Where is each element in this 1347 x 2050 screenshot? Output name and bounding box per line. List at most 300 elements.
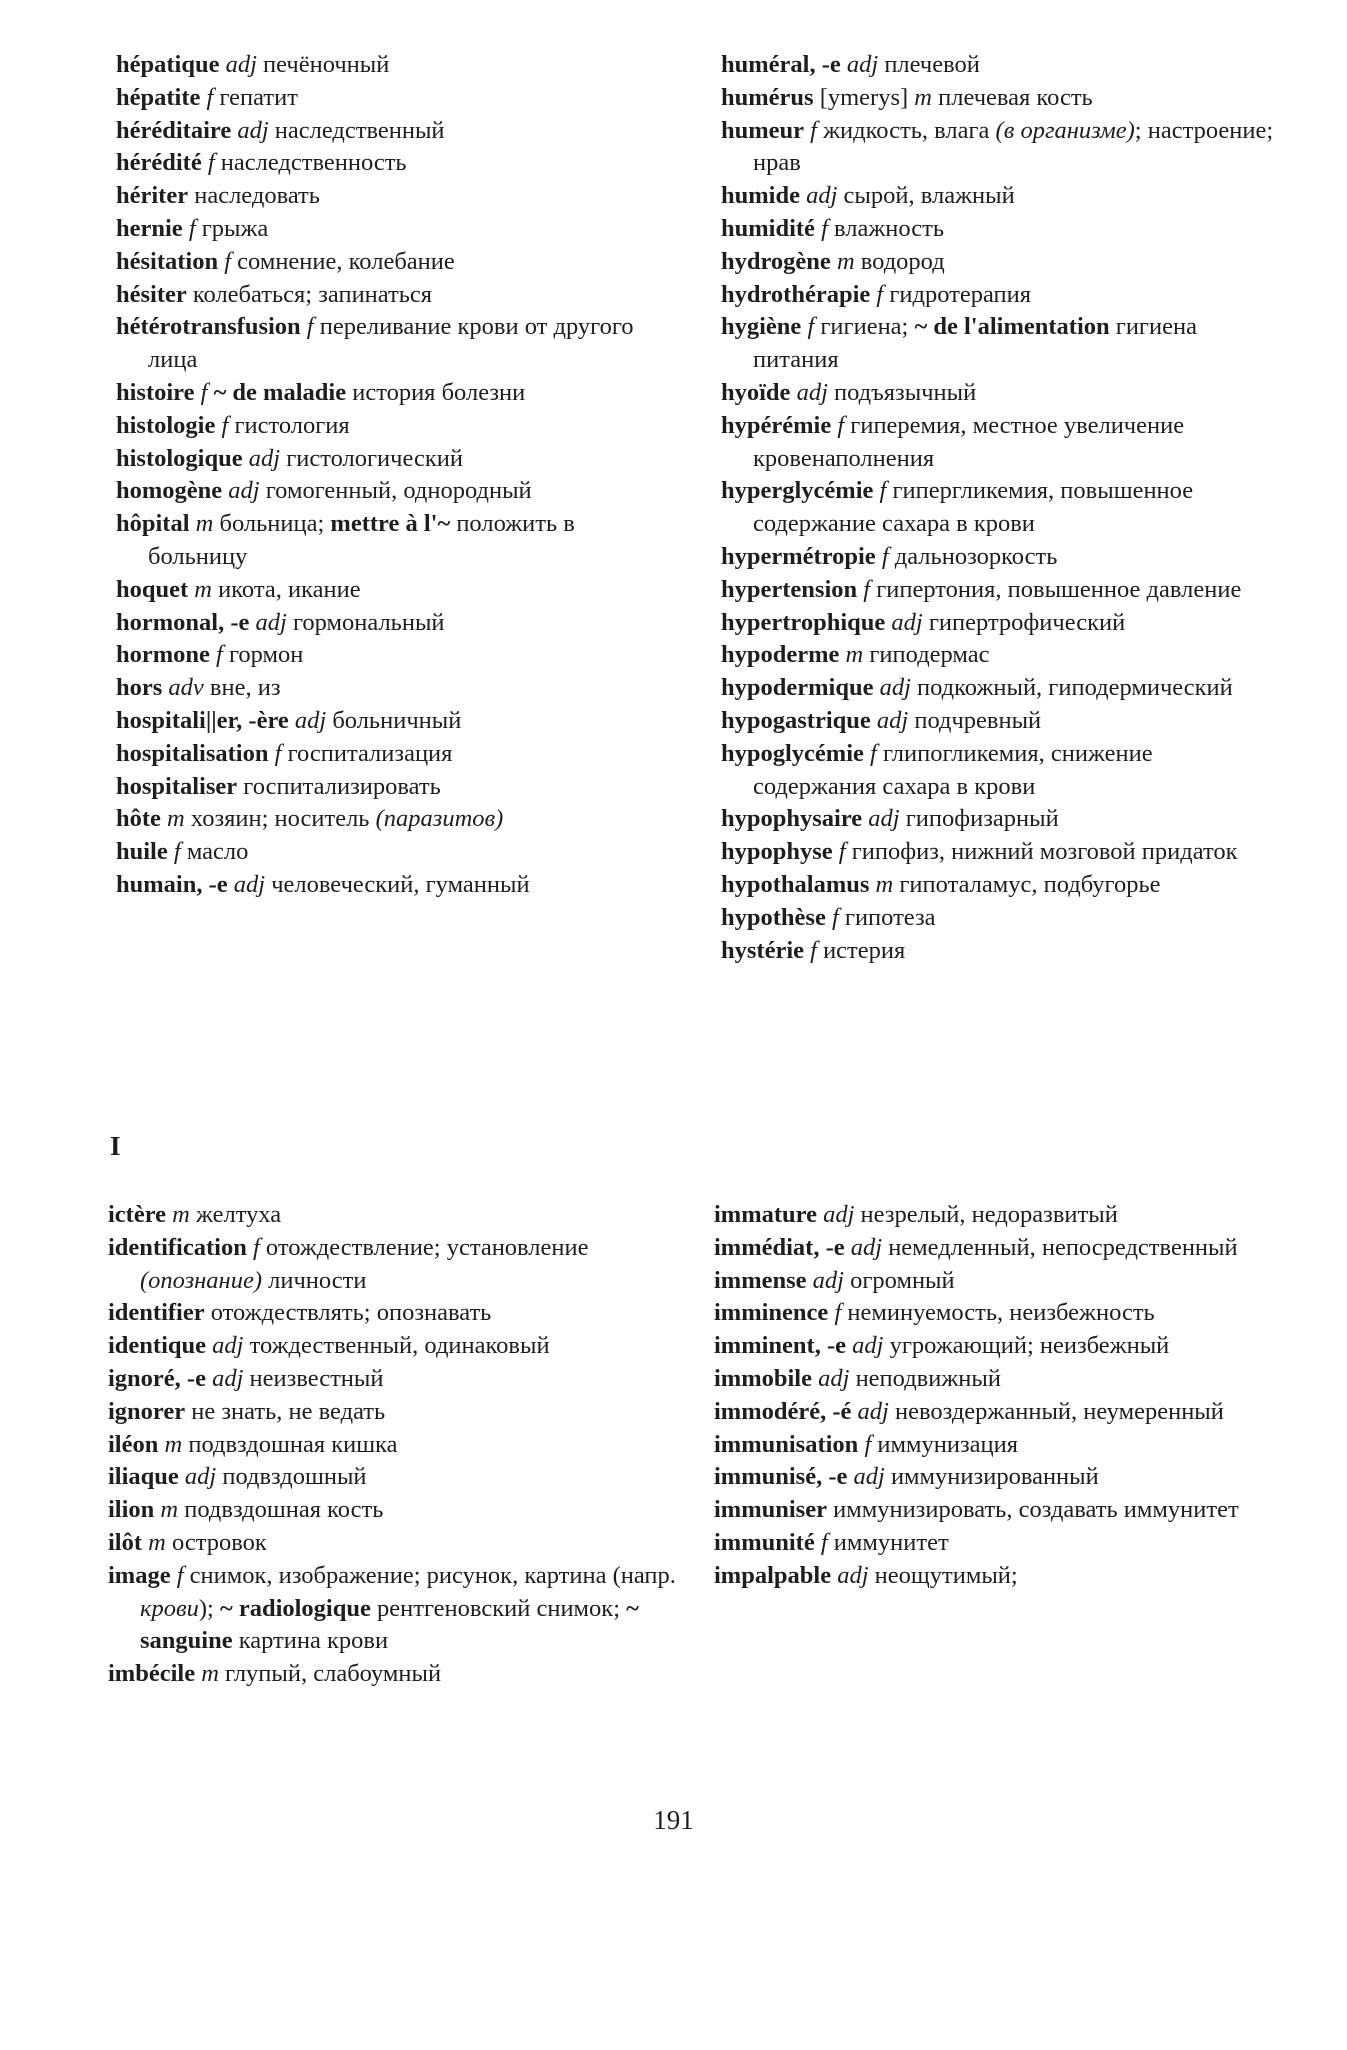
entry-headword: hyperglycémie <box>721 477 874 505</box>
entry-headword: hyoïde <box>721 378 791 406</box>
entry-subphrase: ~ de l'alimentation <box>914 313 1110 341</box>
dictionary-entry <box>714 1330 1314 1363</box>
entry-headword: immobile <box>714 1364 812 1392</box>
dictionary-entry <box>721 672 1281 705</box>
entry-grammar: f <box>200 378 208 406</box>
entry-translation: истерия <box>823 936 906 964</box>
entry-translation: гомогенный, однородный <box>265 477 532 505</box>
entry-headword: hormone <box>116 641 210 669</box>
dictionary-entry <box>721 246 1281 279</box>
entry-translation: иммунизация <box>877 1430 1019 1458</box>
entry-translation: не знать, не ведать <box>191 1397 386 1425</box>
entry-headword: hydrogène <box>721 247 831 275</box>
entry-headword: hypoglycémie <box>721 739 864 767</box>
dictionary-entry <box>714 1396 1314 1429</box>
entry-headword: imbécile <box>108 1660 196 1688</box>
entry-translation: неминуемость, неизбежность <box>847 1299 1155 1327</box>
entry-grammar: adj <box>796 378 828 406</box>
dictionary-entry <box>116 574 676 607</box>
dictionary-entry <box>721 902 1281 935</box>
entry-translation: тождественный, одинаковый <box>249 1332 550 1360</box>
entry-translation: гипоталамус, подбугорье <box>899 870 1161 898</box>
entry-grammar: adj <box>879 674 911 702</box>
column-h-left <box>116 49 676 902</box>
dictionary-entry <box>108 1199 680 1232</box>
entry-headword: hypoderme <box>721 641 840 669</box>
entry-grammar: f <box>207 149 215 177</box>
dictionary-entry <box>116 738 676 771</box>
entry-headword: humide <box>721 182 800 210</box>
entry-translation: больничный <box>332 706 462 734</box>
dictionary-entry <box>714 1363 1314 1396</box>
entry-headword: histologique <box>116 444 243 472</box>
entry-translation: гипергликемия, повышенное содержание сахара в крови <box>753 477 1194 538</box>
entry-grammar: f <box>821 214 828 242</box>
dictionary-entry <box>721 115 1281 181</box>
entry-headword: humérus <box>721 83 814 111</box>
entry-translation: подвздошный <box>222 1463 367 1491</box>
dictionary-entry <box>116 377 676 410</box>
entry-translation: гидротерапия <box>889 280 1032 308</box>
dictionary-entry <box>116 803 676 836</box>
entry-headword: imminent, -e <box>714 1332 846 1360</box>
entry-grammar: f <box>870 739 877 767</box>
dictionary-entry <box>108 1396 680 1429</box>
entry-translation: хозяин; носитель <box>190 805 370 833</box>
entry-translation: невоздержанный, неумеренный <box>894 1397 1224 1425</box>
entry-headword: hospitali||er, -ère <box>116 706 289 734</box>
entry-headword: histoire <box>116 378 195 406</box>
entry-translation: незрелый, недоразвитый <box>860 1201 1118 1228</box>
entry-grammar: f <box>224 247 232 275</box>
entry-translation: неподвижный <box>855 1364 1001 1392</box>
entry-translation: водород <box>860 247 945 275</box>
dictionary-entry <box>108 1363 680 1396</box>
entry-headword: hériter <box>116 182 189 210</box>
dictionary-entry <box>108 1330 680 1363</box>
entry-grammar: adj <box>806 182 838 210</box>
dictionary-entry <box>721 213 1281 246</box>
dictionary-entry <box>108 1232 680 1298</box>
entry-headword: humain, -e <box>116 870 228 898</box>
entry-translation: подкожный, гиподермический <box>917 674 1233 702</box>
entry-grammar: adj <box>823 1201 855 1228</box>
dictionary-entry <box>714 1560 1314 1593</box>
entry-headword: hormonal, -e <box>116 608 250 636</box>
entry-grammar: m <box>167 805 185 833</box>
entry-grammar: f <box>221 411 229 439</box>
entry-translation: гиперемия, местное увеличение кровенаполнения <box>753 411 1185 472</box>
entry-grammar: adj <box>237 116 269 144</box>
dictionary-entry <box>116 147 676 180</box>
entry-headword: immodéré, -é <box>714 1397 852 1425</box>
entry-translation: отождествление; установление <box>265 1233 589 1261</box>
entry-grammar: m <box>148 1528 166 1556</box>
entry-headword: immunisé, -e <box>714 1463 848 1491</box>
entry-subphrase: ~ radiologique <box>219 1594 371 1622</box>
entry-translation: гепатит <box>219 83 298 111</box>
entry-grammar: f <box>831 903 839 931</box>
entry-headword: immense <box>714 1266 807 1294</box>
entry-headword: histologie <box>116 411 216 439</box>
entry-grammar: adj <box>212 1332 244 1360</box>
entry-translation: наследственный <box>274 116 445 144</box>
dictionary-entry <box>116 869 676 902</box>
entry-headword: hypothalamus <box>721 870 870 898</box>
entry-grammar: m <box>845 641 864 669</box>
entry-translation: неизвестный <box>249 1364 384 1392</box>
entry-translation: влажность <box>834 214 944 242</box>
entry-grammar: adj <box>812 1266 844 1294</box>
entry-headword: iléon <box>108 1430 159 1458</box>
dictionary-entry <box>116 180 676 213</box>
entry-grammar: adj <box>228 477 260 505</box>
dictionary-entry <box>714 1527 1314 1560</box>
entry-translation-continued: личности <box>262 1266 367 1294</box>
entry-grammar: adj <box>212 1364 244 1392</box>
entry-headword: hérédité <box>116 149 202 177</box>
entry-headword: huméral, -e <box>721 51 841 78</box>
dictionary-entry <box>721 311 1281 377</box>
entry-grammar: f <box>864 1430 872 1458</box>
entry-translation: переливание крови от другого лица <box>148 313 634 374</box>
entry-subphrase-translation: рентгеновский снимок; <box>377 1594 621 1622</box>
entry-headword: immuniser <box>714 1496 827 1524</box>
entry-translation: неощутимый; <box>874 1561 1018 1589</box>
entry-headword: huile <box>116 838 168 866</box>
entry-grammar: m <box>914 83 932 111</box>
entry-headword: ilion <box>108 1496 155 1524</box>
entry-translation: желтуха <box>195 1201 282 1228</box>
entry-grammar: adj <box>868 805 900 833</box>
entry-headword: homogène <box>116 477 223 505</box>
entry-translation: наследовать <box>194 182 320 210</box>
dictionary-entry <box>116 279 676 312</box>
entry-headword: hôte <box>116 805 161 833</box>
entry-translation: глипогликемия, снижение содержания сахара в крови <box>753 739 1153 800</box>
dictionary-entry <box>116 607 676 640</box>
entry-headword: ictère <box>108 1201 167 1228</box>
dictionary-entry <box>714 1429 1314 1462</box>
entry-grammar: adj <box>225 51 257 78</box>
entry-subphrase: ~ sanguine <box>140 1594 639 1655</box>
entry-grammar: m <box>194 575 212 603</box>
entry-grammar: f <box>176 1561 184 1589</box>
entry-headword: hypertrophique <box>721 608 886 636</box>
entry-translation: печёночный <box>263 51 390 78</box>
dictionary-entry <box>714 1265 1314 1298</box>
entry-headword: hernie <box>116 214 183 242</box>
entry-headword: hoquet <box>116 575 189 603</box>
entry-headword: imminence <box>714 1299 829 1327</box>
entry-translation-continued: ; настроение; нрав <box>753 116 1274 177</box>
dictionary-entry <box>116 246 676 279</box>
entry-translation: гипофиз, нижний мозговой придаток <box>851 838 1238 866</box>
dictionary-entry <box>714 1297 1314 1330</box>
column-h-right <box>721 49 1281 967</box>
dictionary-entry <box>721 574 1281 607</box>
entry-headword: hésiter <box>116 280 187 308</box>
entry-translation: отождествлять; опознавать <box>210 1299 492 1327</box>
entry-grammar: m <box>875 870 894 898</box>
dictionary-entry <box>108 1429 680 1462</box>
entry-translation: гипотеза <box>844 903 936 931</box>
entry-subphrase-translation: гигиена питания <box>753 313 1197 374</box>
entry-translation: гигиена; <box>820 313 909 341</box>
entry-translation: гистология <box>234 411 350 439</box>
dictionary-entry <box>116 115 676 148</box>
entry-headword: identifier <box>108 1299 205 1327</box>
entry-translation: вне, из <box>209 674 281 702</box>
dictionary-entry <box>721 803 1281 836</box>
entry-grammar: adj <box>818 1364 850 1392</box>
entry-grammar: f <box>881 542 889 570</box>
entry-translation: колебаться; запинаться <box>192 280 433 308</box>
entry-grammar: adj <box>891 608 923 636</box>
entry-headword: immédiat, -e <box>714 1233 845 1261</box>
entry-headword: iliaque <box>108 1463 179 1491</box>
dictionary-entry <box>108 1658 680 1691</box>
entry-grammar: adj <box>184 1463 217 1491</box>
dictionary-entry <box>721 639 1281 672</box>
entry-translation: подъязычный <box>834 378 977 406</box>
dictionary-entry <box>721 836 1281 869</box>
entry-translation: грыжа <box>201 214 269 242</box>
entry-grammar: adj <box>233 870 266 898</box>
entry-translation: немедленный, непосредственный <box>888 1233 1238 1261</box>
dictionary-entry <box>721 279 1281 312</box>
entry-translation: угрожающий; неизбежный <box>889 1332 1170 1360</box>
entry-translation: дальнозоркость <box>894 542 1058 570</box>
entry-translation: снимок, изображение; рисунок, картина (напр. <box>189 1561 676 1589</box>
dictionary-entry <box>721 738 1281 804</box>
entry-grammar: m <box>836 247 855 275</box>
dictionary-entry <box>714 1232 1314 1265</box>
entry-note: (в организме) <box>995 116 1135 144</box>
dictionary-entry <box>108 1461 680 1494</box>
entry-grammar: adv <box>168 674 204 702</box>
entry-headword: ignoré, -e <box>108 1364 206 1392</box>
entry-headword: hypophyse <box>721 838 833 866</box>
entry-grammar: m <box>201 1660 219 1688</box>
dictionary-entry <box>116 82 676 115</box>
entry-grammar: f <box>837 411 845 439</box>
dictionary-entry <box>714 1494 1314 1527</box>
entry-translation: гормональный <box>292 608 445 636</box>
entry-subphrase: mettre à l'~ <box>330 510 451 538</box>
dictionary-entry <box>714 1461 1314 1494</box>
entry-translation: гормон <box>228 641 304 669</box>
entry-grammar: f <box>216 641 223 669</box>
entry-headword: humidité <box>721 214 815 242</box>
entry-translation: сомнение, колебание <box>237 247 455 275</box>
entry-translation: подчревный <box>914 706 1042 734</box>
dictionary-entry <box>721 607 1281 640</box>
entry-headword: image <box>108 1561 171 1589</box>
entry-headword: hypophysaire <box>721 805 863 833</box>
entry-grammar: m <box>160 1496 179 1524</box>
entry-grammar: adj <box>846 51 879 78</box>
entry-translation: огромный <box>850 1266 955 1294</box>
entry-translation: сырой, влажный <box>843 182 1015 210</box>
entry-headword: hydrothérapie <box>721 280 871 308</box>
entry-headword: immature <box>714 1201 817 1228</box>
entry-subphrase-translation: история болезни <box>352 378 526 406</box>
entry-translation: плечевая кость <box>938 83 1093 111</box>
entry-grammar: adj <box>857 1397 889 1425</box>
entry-translation: икота, икание <box>218 575 361 603</box>
entry-grammar: f <box>188 214 196 242</box>
entry-translation: подвздошная кость <box>184 1496 384 1524</box>
entry-grammar: f <box>807 313 815 341</box>
dictionary-entry <box>721 541 1281 574</box>
dictionary-entry <box>116 771 676 804</box>
entry-headword: hépatite <box>116 83 201 111</box>
page-number: 191 <box>653 1805 694 1835</box>
entry-headword: identification <box>108 1233 247 1261</box>
entry-note: крови <box>140 1594 199 1622</box>
entry-grammar: f <box>173 838 181 866</box>
entry-grammar: f <box>838 838 846 866</box>
entry-translation: гипофизарный <box>905 805 1059 833</box>
dictionary-entry <box>116 213 676 246</box>
dictionary-entry <box>116 705 676 738</box>
entry-headword: immunité <box>714 1528 815 1556</box>
entry-headword: hypodermique <box>721 674 874 702</box>
entry-grammar: f <box>820 1528 828 1556</box>
dictionary-entry <box>116 639 676 672</box>
entry-grammar: adj <box>876 706 909 734</box>
entry-translation: иммунизировать, создавать иммунитет <box>833 1496 1239 1524</box>
entry-translation-continued: ); <box>198 1594 214 1622</box>
entry-headword: hospitaliser <box>116 772 238 800</box>
entry-translation: глупый, слабоумный <box>225 1660 442 1688</box>
dictionary-entry <box>108 1297 680 1330</box>
entry-translation: иммунитет <box>833 1528 949 1556</box>
entry-grammar: f <box>306 313 314 341</box>
entry-headword: ignorer <box>108 1397 186 1425</box>
entry-translation: гипертония, повышенное давление <box>876 575 1242 603</box>
entry-grammar: f <box>274 739 282 767</box>
entry-translation: жидкость, влага <box>823 116 990 144</box>
entry-headword: hétérotransfusion <box>116 313 301 341</box>
entry-translation: наследственность <box>220 149 407 177</box>
entry-translation: масло <box>186 838 249 866</box>
dictionary-entry <box>108 1560 680 1658</box>
entry-grammar: adj <box>853 1463 885 1491</box>
entry-grammar: f <box>879 477 887 505</box>
dictionary-entry <box>721 377 1281 410</box>
entry-grammar: f <box>252 1233 260 1261</box>
entry-grammar: f <box>810 936 817 964</box>
entry-translation: больница; <box>219 510 325 538</box>
entry-subphrase: ~ de maladie <box>213 378 347 406</box>
entry-grammar: f <box>810 116 817 144</box>
dictionary-entry <box>721 49 1281 82</box>
entry-headword: hypermétropie <box>721 542 876 570</box>
entry-translation: госпитализировать <box>243 772 441 800</box>
entry-grammar: f <box>863 575 871 603</box>
entry-grammar: adj <box>837 1561 869 1589</box>
entry-headword: identique <box>108 1332 207 1360</box>
entry-pronunciation: [ymerys] <box>819 83 909 111</box>
entry-headword: hystérie <box>721 936 804 964</box>
entry-translation: подвздошная кишка <box>188 1430 398 1458</box>
entry-note: (паразитов) <box>375 805 504 833</box>
dictionary-entry <box>714 1199 1314 1232</box>
dictionary-entry <box>108 1494 680 1527</box>
entry-grammar: adj <box>850 1233 883 1261</box>
entry-translation: гиподермас <box>869 641 990 669</box>
entry-translation: гипертрофический <box>928 608 1126 636</box>
entry-translation: человеческий, гуманный <box>271 870 530 898</box>
entry-headword: hygiène <box>721 313 802 341</box>
entry-grammar: adj <box>294 706 327 734</box>
entry-headword: ilôt <box>108 1528 143 1556</box>
entry-subphrase-translation: положить в больницу <box>148 510 575 570</box>
entry-grammar: f <box>876 280 884 308</box>
entry-grammar: f <box>834 1299 842 1327</box>
entry-translation: плечевой <box>884 51 980 78</box>
entry-grammar: m <box>164 1430 183 1458</box>
entry-headword: hypogastrique <box>721 706 871 734</box>
entry-grammar: adj <box>248 444 281 472</box>
entry-headword: humeur <box>721 116 805 144</box>
section-letter: I <box>110 1131 121 1161</box>
entry-grammar: adj <box>255 608 287 636</box>
entry-grammar: adj <box>852 1332 884 1360</box>
dictionary-entry <box>721 935 1281 968</box>
entry-headword: hypérémie <box>721 411 832 439</box>
entry-headword: hôpital <box>116 510 190 538</box>
entry-headword: hésitation <box>116 247 219 275</box>
entry-grammar: f <box>206 83 214 111</box>
entry-headword: hors <box>116 674 163 702</box>
entry-grammar: m <box>172 1201 190 1228</box>
dictionary-entry <box>116 410 676 443</box>
entry-headword: hospitalisation <box>116 739 269 767</box>
dictionary-entry <box>116 49 676 82</box>
entry-headword: hépatique <box>116 51 220 78</box>
dictionary-entry <box>721 475 1281 541</box>
entry-headword: héréditaire <box>116 116 232 144</box>
entry-subphrase-translation: картина крови <box>238 1627 389 1655</box>
entry-translation: островок <box>171 1528 267 1556</box>
dictionary-entry <box>721 410 1281 476</box>
dictionary-entry <box>721 82 1281 115</box>
dictionary-entry <box>108 1527 680 1560</box>
entry-note: (опознание) <box>140 1266 262 1294</box>
entry-translation: иммунизированный <box>890 1463 1099 1491</box>
dictionary-entry <box>721 180 1281 213</box>
entry-translation: гистологический <box>286 444 463 472</box>
dictionary-entry <box>116 311 676 377</box>
entry-headword: hypothèse <box>721 903 826 931</box>
dictionary-entry <box>116 508 676 574</box>
entry-headword: hypertension <box>721 575 858 603</box>
dictionary-entry <box>116 475 676 508</box>
entry-translation: госпитализация <box>287 739 453 767</box>
entry-headword: immunisation <box>714 1430 859 1458</box>
dictionary-entry <box>116 836 676 869</box>
dictionary-entry <box>116 672 676 705</box>
column-i-right <box>714 1199 1314 1593</box>
dictionary-entry <box>116 443 676 476</box>
dictionary-entry <box>721 869 1281 902</box>
column-i-left <box>108 1199 680 1691</box>
entry-headword: impalpable <box>714 1561 832 1589</box>
dictionary-entry <box>721 705 1281 738</box>
